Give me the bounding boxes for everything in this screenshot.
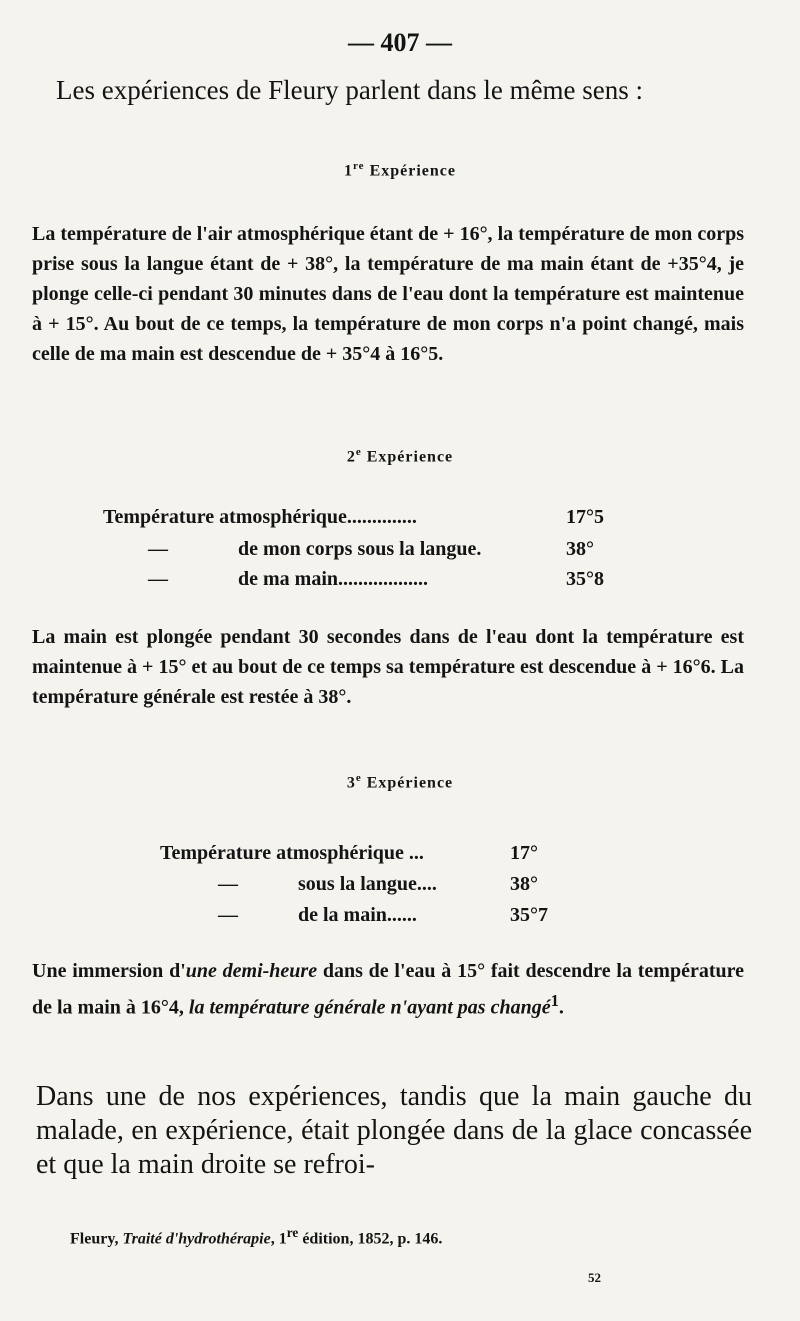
main-paragraph: Dans une de nos expériences, tandis que la main gauche du malade, en expérience, était plongée dans de la glace concassée et que la main droite se refroi- — [36, 1081, 752, 1180]
exp3-text-a: Une immersion d' — [32, 960, 186, 982]
exp3-row-dash: — — [218, 904, 238, 926]
exp3-row-value: 17° — [510, 842, 538, 864]
exp3-heading-num: 3 — [346, 774, 356, 792]
exp3-row-label: sous la langue.... — [298, 873, 437, 895]
exp2-row-dash: — — [148, 538, 168, 560]
exp2-row-label: de mon corps sous la langue. — [238, 538, 482, 560]
exp3-heading-sup: e — [355, 772, 362, 784]
exp2-row-dash: — — [148, 568, 168, 590]
exp3-heading-text: Expérience — [361, 774, 454, 792]
footnote-rest: édition, 1852, p. 146. — [298, 1230, 443, 1248]
exp3-text-b: dans de l'eau à 15° fait descendre la température de la main à 16°4, — [32, 960, 745, 1019]
signature-mark: 52 — [588, 1270, 601, 1285]
footnote-author: Fleury, — [70, 1230, 123, 1248]
exp2-row-label: de ma main.................. — [238, 568, 428, 590]
exp1-paragraph: La température de l'air atmosphérique étant de + 16°, la température de mon corps prise sous la langue étant de + 38°, la température de ma main étant de +35°4, je plonge celle-ci pendant 30 minutes dans de l'eau dont la température est maintenue à + 15°. Au bout de ce temps, la température de mon corps n'a point changé, mais celle de ma main est descendue de + 35°4 à 16°5. — [32, 223, 744, 365]
exp2-paragraph: La main est plongée pendant 30 secondes dans de l'eau dont la température est maintenue à + 15° et au bout de ce temps sa température est descendue à + 16°6. La température générale est restée à 38°. — [32, 626, 744, 708]
exp3-emphasis: une demi-heure — [185, 960, 318, 982]
exp1-heading-num: 1 — [344, 162, 353, 180]
exp2-heading-text: Expérience — [361, 448, 454, 466]
exp3-row-value: 35°7 — [510, 904, 548, 926]
footnote-ref: 1 — [550, 991, 559, 1010]
exp2-heading-sup: e — [355, 446, 362, 458]
exp3-emphasis-2: la température générale n'ayant pas changé — [188, 996, 551, 1019]
footnote — [70, 1225, 750, 1248]
footnote-edition: , 1 — [270, 1230, 287, 1248]
exp3-paragraph — [32, 956, 744, 1023]
exp3-heading — [0, 772, 800, 792]
footnote-title: Traité d'hydrothérapie — [122, 1230, 271, 1248]
exp2-heading-num: 2 — [346, 448, 356, 466]
exp3-row-label: de la main...... — [298, 904, 417, 926]
exp3-row-value: 38° — [510, 873, 538, 895]
exp2-row-value: 35°8 — [566, 568, 604, 590]
exp1-heading-text: Expérience — [364, 162, 456, 180]
exp3-row-label: Température atmosphérique ... — [160, 842, 424, 864]
exp3-row-dash: — — [218, 873, 238, 895]
exp1-heading — [0, 160, 800, 180]
exp3-text-end: . — [558, 996, 564, 1019]
exp2-row-value: 38° — [566, 538, 594, 560]
exp2-row-label: Température atmosphérique.............. — [103, 506, 417, 528]
footnote-edition-sup: re — [286, 1225, 299, 1240]
exp2-row-value: 17°5 — [566, 506, 604, 528]
exp2-heading — [0, 446, 800, 466]
intro-paragraph: Les expériences de Fleury parlent dans le même sens : — [56, 75, 644, 105]
page-number: — 407 — — [348, 28, 452, 57]
exp1-heading-sup: re — [353, 160, 365, 172]
